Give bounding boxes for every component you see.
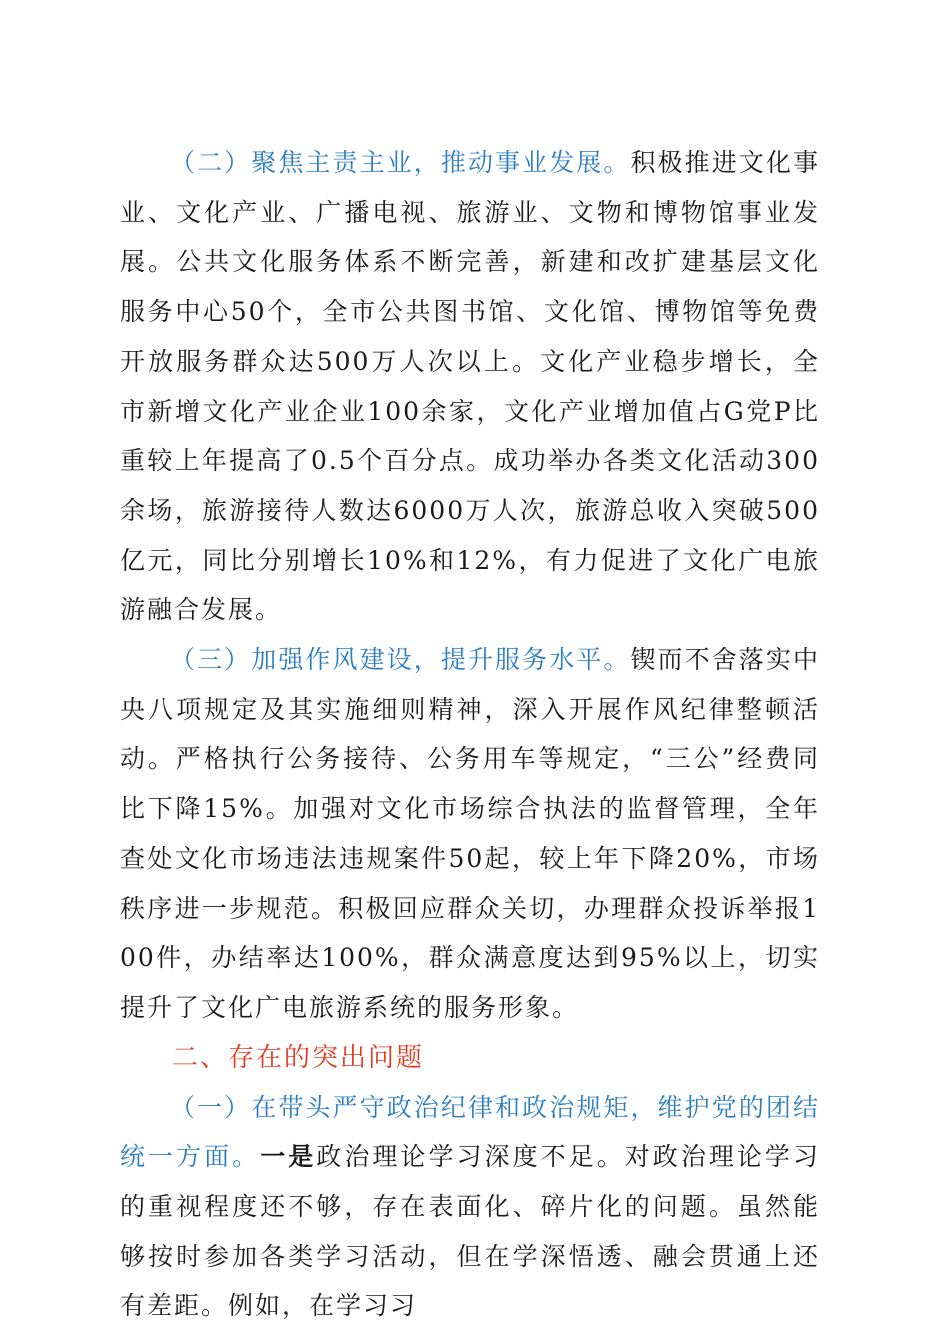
section-3-heading: （三）加强作风建设，提升服务水平。: [170, 645, 631, 675]
part-2-sub-1-lead: 一是: [260, 1142, 317, 1172]
section-3-body: 锲而不舍落实中央八项规定及其实施细则精神，深入开展作风纪律整顿活动。严格执行公务接待、公务用车等规定，“三公”经费同比下降15%。加强对文化市场综合执法的监督管理，全年查处文化市场违法违规案件50起，较上年下降20%，市场秩序进一步规范。积极回应群众关切，办理群众投诉举报100件，办结率达100%，群众满意度达到95%以上，切实提升了文化广电旅游系统的服务形象。: [120, 645, 820, 1022]
section-2-paragraph: [120, 138, 820, 635]
document-page: [120, 138, 820, 1331]
section-2-heading: （二）聚焦主责主业，推动事业发展。: [170, 148, 631, 177]
part-2-sub-1-paragraph: [120, 1083, 820, 1332]
section-2-body: 积极推进文化事业、文化产业、广播电视、旅游业、文物和博物馆事业发展。公共文化服务体系不断完善，新建和改扩建基层文化服务中心50个，全市公共图书馆、文化馆、博物馆等免费开放服务群众达500万人次以上。文化产业稳步增长，全市新增文化产业企业100余家，文化产业增加值占G党P比重较上年提高了0.5个百分点。成功举办各类文化活动300余场，旅游接待人数达6000万人次，旅游总收入突破500亿元，同比分别增长10%和12%，有力促进了文化广电旅游融合发展。: [120, 148, 820, 625]
part-2-sub-1-heading: （一）在带头严守政治纪律和政治规矩，维护党的团结统一方面。: [120, 1092, 820, 1172]
part-2-title: 二、存在的突出问题: [172, 1042, 425, 1073]
section-3-paragraph: [120, 635, 820, 1033]
part-2-sub-1-body: 政治理论学习深度不足。对政治理论学习的重视程度还不够，存在表面化、碎片化的问题。虽然能够按时参加各类学习活动，但在学深悟透、融会贯通上还有差距。例如，在学习习: [120, 1142, 820, 1321]
